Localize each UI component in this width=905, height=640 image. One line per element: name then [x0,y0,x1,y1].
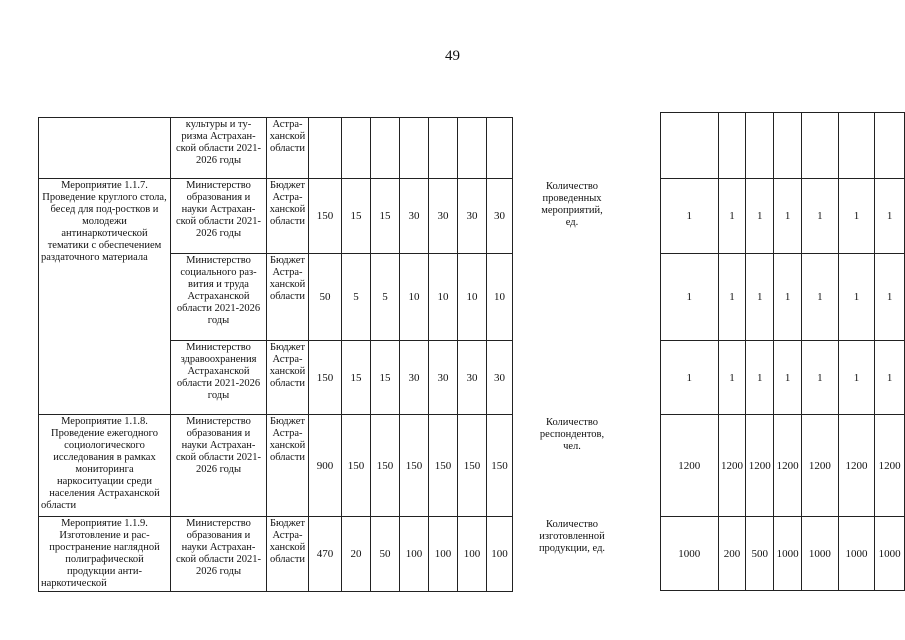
executor-cell: Министерство социального раз-вития и труда Астраханской области 2021-2026 годы [171,254,267,341]
target-2022-cell: 500 [746,517,774,591]
amount-2025-cell: 10 [458,254,487,341]
amount-total-cell: 900 [309,415,342,517]
target-2022-cell: 1 [746,179,774,254]
amount-2023-cell [400,118,429,179]
amount-total-cell: 470 [309,517,342,592]
target-total-cell: 1000 [660,517,718,591]
target-2025-cell: 1000 [838,517,875,591]
amount-2024-cell: 10 [429,254,458,341]
amount-2025-cell: 30 [458,179,487,254]
target-2026-cell: 1 [875,254,905,341]
target-2021-cell: 1 [718,179,746,254]
amount-2022-cell: 50 [371,517,400,592]
executor-cell: Министерство образования и науки Астрахан-ской области 2021-2026 годы [171,517,267,592]
table-row [536,179,905,254]
target-2024-cell: 1 [802,179,839,254]
target-2024-cell: 1 [802,254,839,341]
target-total-cell: 1 [660,179,718,254]
indicators-table [536,112,905,591]
target-total-cell: 1200 [660,415,718,517]
measure-cell [39,118,171,179]
amount-2026-cell: 10 [487,254,513,341]
executor-cell: Министерство образования и науки Астрахан-ской области 2021-2026 годы [171,415,267,517]
target-total-cell: 1 [660,341,718,415]
indicator-cell [536,415,660,517]
target-total-cell [660,113,718,179]
amount-2025-cell: 30 [458,341,487,415]
target-2021-cell [718,113,746,179]
target-2023-cell [774,113,802,179]
executor-cell: Министерство образования и науки Астрахан-ской области 2021-2026 годы [171,179,267,254]
amount-2022-cell: 150 [371,415,400,517]
amount-2025-cell: 100 [458,517,487,592]
target-2026-cell [875,113,905,179]
indicator-cell [536,113,602,179]
amount-2022-cell: 15 [371,179,400,254]
table-row [536,113,905,179]
target-2026-cell: 1 [875,341,905,415]
funding-table [38,117,513,592]
source-cell: Астра-ханской области [267,118,309,179]
amount-2026-cell: 100 [487,517,513,592]
amount-2026-cell: 150 [487,415,513,517]
amount-total-cell: 150 [309,179,342,254]
amount-2026-cell: 30 [487,179,513,254]
target-2026-cell: 1000 [875,517,905,591]
table-row [39,179,513,254]
target-2025-cell: 1 [838,341,875,415]
target-2023-cell: 1200 [774,415,802,517]
amount-2026-cell [487,118,513,179]
table-row [536,415,905,517]
target-2025-cell: 1200 [838,415,875,517]
amount-2021-cell: 15 [342,341,371,415]
amount-2023-cell: 10 [400,254,429,341]
indicator-cell [536,179,660,415]
amount-total-cell: 150 [309,341,342,415]
indicator-label: Количество респондентов, чел. [539,416,605,452]
source-cell: Бюджет Астра-ханской области [267,341,309,415]
amount-2024-cell [429,118,458,179]
amount-2026-cell: 30 [487,341,513,415]
target-2022-cell: 1 [746,254,774,341]
indicator-cell [536,517,660,591]
executor-cell: культуры и ту-ризма Астрахан-ской области 2021-2026 годы [171,118,267,179]
spacer-cell [602,113,660,179]
measure-cell: Мероприятие 1.1.7. Проведение круглого стола, бесед для под-ростков и молодежи антинаркотической тематики с обеспечением раздаточного материала [39,179,171,415]
amount-2022-cell: 15 [371,341,400,415]
target-2025-cell: 1 [838,179,875,254]
target-2021-cell: 200 [718,517,746,591]
target-2023-cell: 1 [774,179,802,254]
measure-cell: Мероприятие 1.1.8. Проведение ежегодного социологического исследования в рамках мониторинга наркоситуации среди населения Астраханской области [39,415,171,517]
amount-total-cell [309,118,342,179]
source-cell: Бюджет Астра-ханской области [267,517,309,592]
amount-2021-cell: 150 [342,415,371,517]
target-2024-cell: 1200 [802,415,839,517]
amount-2021-cell: 5 [342,254,371,341]
amount-2023-cell: 30 [400,341,429,415]
target-2021-cell: 1200 [718,415,746,517]
table-row [536,517,905,591]
target-2026-cell: 1200 [875,415,905,517]
target-2023-cell: 1000 [774,517,802,591]
target-2022-cell: 1200 [746,415,774,517]
target-2021-cell: 1 [718,341,746,415]
target-2024-cell [802,113,839,179]
amount-2025-cell: 150 [458,415,487,517]
source-cell: Бюджет Астра-ханской области [267,254,309,341]
amount-2021-cell [342,118,371,179]
amount-2023-cell: 100 [400,517,429,592]
amount-total-cell: 50 [309,254,342,341]
indicator-label: Количество изготовленной продукции, ед. [538,518,606,554]
target-2026-cell: 1 [875,179,905,254]
table-row [39,517,513,592]
indicator-label: Количество проведенных мероприятий, ед. [541,180,603,228]
source-cell: Бюджет Астра-ханской области [267,179,309,254]
target-2023-cell: 1 [774,254,802,341]
target-2024-cell: 1000 [802,517,839,591]
table-row [39,415,513,517]
amount-2023-cell: 30 [400,179,429,254]
amount-2022-cell [371,118,400,179]
source-cell: Бюджет Астра-ханской области [267,415,309,517]
amount-2024-cell: 100 [429,517,458,592]
target-2025-cell [838,113,875,179]
amount-2023-cell: 150 [400,415,429,517]
target-2025-cell: 1 [838,254,875,341]
target-2022-cell [746,113,774,179]
amount-2024-cell: 30 [429,341,458,415]
target-total-cell: 1 [660,254,718,341]
executor-cell: Министерство здравоохранения Астраханской области 2021-2026 годы [171,341,267,415]
target-2024-cell: 1 [802,341,839,415]
target-2022-cell: 1 [746,341,774,415]
amount-2022-cell: 5 [371,254,400,341]
target-2023-cell: 1 [774,341,802,415]
measure-cell: Мероприятие 1.1.9. Изготовление и рас-пространение наглядной полиграфической продукции анти-наркотической [39,517,171,592]
amount-2025-cell [458,118,487,179]
amount-2021-cell: 20 [342,517,371,592]
amount-2024-cell: 30 [429,179,458,254]
target-2021-cell: 1 [718,254,746,341]
table-row [39,118,513,179]
page-number: 49 [445,48,460,64]
amount-2021-cell: 15 [342,179,371,254]
amount-2024-cell: 150 [429,415,458,517]
